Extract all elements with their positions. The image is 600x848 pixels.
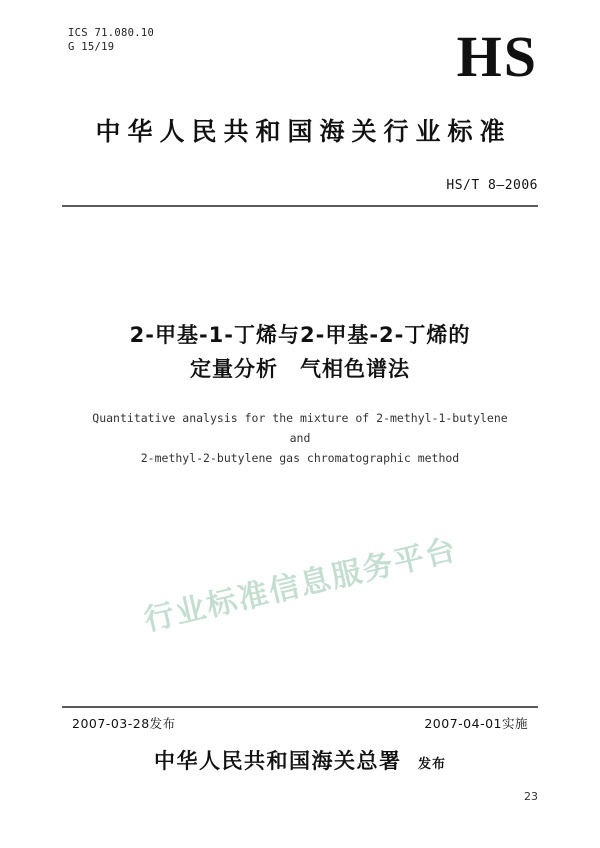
publisher-row: [0, 745, 600, 775]
hs-logo: HS: [456, 24, 538, 89]
classification-codes: [68, 26, 154, 54]
organization-title: 中华人民共和国海关行业标准: [95, 117, 512, 146]
subtitle-line-2: 2-methyl-2-butylene gas chromatographic method: [140, 451, 460, 465]
class-code: G 15/19: [68, 41, 115, 53]
subtitle-line-1: Quantitative analysis for the mixture of 2-methyl-1-butylene and: [92, 411, 508, 445]
page-subtitle: [80, 408, 520, 468]
watermark-text: 行业标准信息服务平台: [140, 532, 461, 639]
page-title: [70, 318, 530, 386]
divider-bottom: [62, 706, 538, 708]
issue-date: 2007-03-28发布: [72, 716, 176, 731]
divider-top: [62, 205, 538, 207]
publisher-name: 中华人民共和国海关总署: [154, 749, 402, 773]
publish-verb: 发布: [417, 757, 446, 772]
page-number: 23: [524, 790, 538, 803]
standard-number: HS/T 8—2006: [446, 178, 538, 193]
effective-date: 2007-04-01实施: [424, 716, 528, 731]
title-line-2: 定量分析 气相色谱法: [190, 357, 410, 381]
ics-code: ICS 71.080.10: [68, 27, 155, 39]
title-line-1: 2-甲基-1-丁烯与2-甲基-2-丁烯的: [129, 323, 471, 347]
